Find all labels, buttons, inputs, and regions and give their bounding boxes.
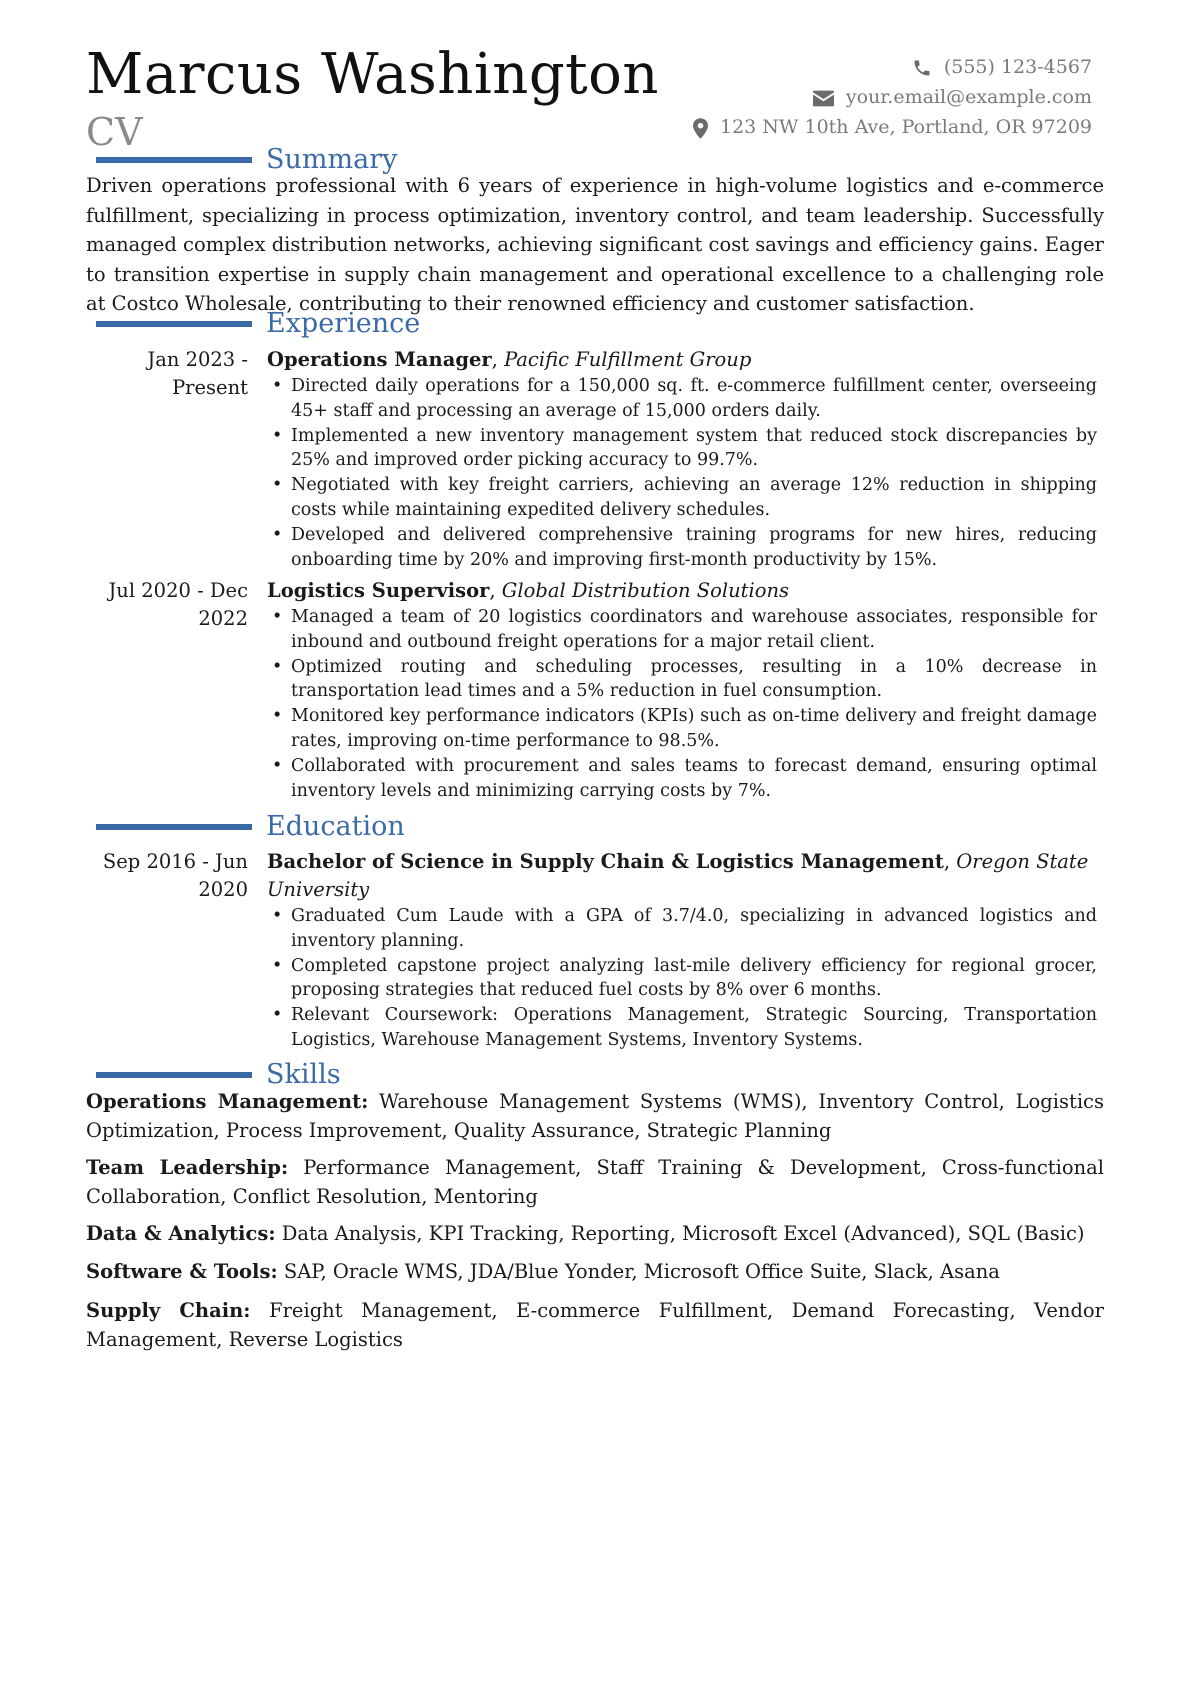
- skill-values: Data Analysis, KPI Tracking, Reporting, Microsoft Excel (Advanced), SQL (Basic): [281, 1222, 1085, 1245]
- section-title: Experience: [266, 308, 421, 339]
- institution: Oregon State University: [267, 850, 1089, 901]
- bullet-list: [267, 904, 1097, 1053]
- entry-body: [267, 346, 1097, 572]
- entry-body: [267, 848, 1097, 1053]
- degree-title: Bachelor of Science in Supply Chain & Logistics Management: [267, 850, 944, 873]
- section-accent-bar: [96, 824, 252, 830]
- skill-row: [86, 1153, 1104, 1211]
- education-section-header: [96, 810, 1096, 844]
- bullet-list: [267, 605, 1097, 803]
- skill-category: Software & Tools:: [86, 1260, 278, 1283]
- list-item: • Monitored key performance indicators (KPIs) such as on-time delivery and freight damage rates, improving on-time performance to 98.5%.: [272, 706, 1097, 751]
- skill-values: Warehouse Management Systems (WMS), Inventory Control, Logistics Optimization, Process Improvement, Quality Assurance, Strategic Planning: [86, 1090, 1104, 1142]
- employer: Global Distribution Solutions: [501, 579, 790, 602]
- skill-values: Performance Management, Staff Training & Development, Cross-functional Collaboration, Conflict Resolution, Mentoring: [86, 1156, 1104, 1208]
- section-title: Skills: [266, 1059, 341, 1090]
- job-title: Logistics Supervisor: [267, 579, 490, 602]
- section-title: Education: [266, 811, 405, 842]
- entry-heading: Bachelor of Science in Supply Chain & Logistics Management, Oregon State University: [267, 850, 1089, 901]
- entry-heading: Operations Manager, Pacific Fulfillment Group: [267, 348, 752, 371]
- envelope-icon: [813, 90, 834, 107]
- list-item: • Optimized routing and scheduling processes, resulting in a 10% decrease in transportation lead times and a 5% reduction in fuel consumption.: [272, 656, 1097, 702]
- resume-page: [86, 0, 1104, 1683]
- job-title: Operations Manager: [267, 348, 492, 371]
- list-item: • Implemented a new inventory management system that reduced stock discrepancies by 25% and improved order picking accuracy to 99.7%.: [272, 425, 1097, 471]
- person-name: Marcus Washington: [86, 42, 659, 107]
- skill-category: Operations Management:: [86, 1090, 369, 1113]
- skill-values: SAP, Oracle WMS, JDA/Blue Yonder, Microsoft Office Suite, Slack, Asana: [283, 1260, 1000, 1283]
- skill-category: Data & Analytics:: [86, 1222, 276, 1245]
- list-item: • Collaborated with procurement and sales teams to forecast demand, ensuring optimal inventory levels and minimizing carrying costs by 7%.: [272, 755, 1097, 801]
- phone-icon: [912, 58, 932, 78]
- list-item: • Developed and delivered comprehensive training programs for new hires, reducing onboarding time by 20% and improving first-month productivity by 15%.: [272, 524, 1097, 570]
- entry-date: Jul 2020 - Dec 2022: [108, 579, 248, 630]
- postal-address: 123 NW 10th Ave, Portland, OR 97209: [719, 116, 1092, 138]
- email-address[interactable]: your.email@example.com: [845, 86, 1092, 108]
- section-accent-bar: [96, 321, 252, 327]
- skill-values: Freight Management, E-commerce Fulfillment, Demand Forecasting, Vendor Management, Reverse Logistics: [86, 1299, 1104, 1351]
- contact-info: [693, 52, 1092, 142]
- entry-body: [267, 577, 1097, 803]
- skill-category: Team Leadership:: [86, 1156, 289, 1179]
- contact-email-row: [693, 82, 1092, 112]
- skill-row: [86, 1219, 1104, 1248]
- section-accent-bar: [96, 1072, 252, 1078]
- entry-date: Jan 2023 - Present: [147, 348, 248, 399]
- list-item: • Negotiated with key freight carriers, achieving an average 12% reduction in shipping costs while maintaining expedited delivery schedules.: [272, 475, 1097, 520]
- entry-date: Sep 2016 - Jun 2020: [102, 850, 248, 901]
- skill-row: [86, 1257, 1104, 1286]
- phone-number[interactable]: (555) 123-4567: [943, 56, 1092, 78]
- employer: Pacific Fulfillment Group: [504, 348, 752, 371]
- contact-phone-row: [693, 52, 1092, 82]
- entry-heading: Logistics Supervisor, Global Distribution Solutions: [267, 579, 790, 602]
- list-item: • Completed capstone project analyzing last-mile delivery efficiency for regional grocer, proposing strategies that reduced fuel costs by 8% over 6 months.: [272, 955, 1097, 1001]
- list-item: • Managed a team of 20 logistics coordinators and warehouse associates, responsible for inbound and outbound freight operations for a major retail client.: [272, 607, 1097, 652]
- list-item: • Relevant Coursework: Operations Management, Strategic Sourcing, Transportation Logistics, Warehouse Management Systems, Inventory Systems.: [272, 1005, 1097, 1050]
- list-item: • Directed daily operations for a 150,000 sq. ft. e-commerce fulfillment center, overseeing 45+ staff and processing an average of 15,000 orders daily.: [272, 376, 1097, 421]
- document-subtitle: CV: [86, 110, 143, 154]
- skill-row: [86, 1296, 1104, 1354]
- bullet-list: [267, 374, 1097, 572]
- skill-category: Supply Chain:: [86, 1299, 251, 1322]
- section-accent-bar: [96, 157, 252, 163]
- list-item: • Graduated Cum Laude with a GPA of 3.7/4.0, specializing in advanced logistics and inventory planning.: [272, 906, 1097, 951]
- map-marker-icon: [693, 118, 708, 139]
- contact-address-row: [693, 112, 1092, 142]
- section-title: Summary: [266, 144, 398, 175]
- experience-section-header: [96, 307, 1096, 341]
- summary-text: Driven operations professional with 6 years of experience in high-volume logistics and e-commerce fulfillment, specializing in process optimization, inventory control, and team leadership. Successfully managed complex distribution networks, achieving significant cost savings and efficiency gains. Eager to transition expertise in supply chain management and operational excellence to a challenging role at Costco Wholesale, contributing to their renowned efficiency and customer satisfaction.: [86, 174, 1104, 315]
- skill-row: [86, 1087, 1104, 1145]
